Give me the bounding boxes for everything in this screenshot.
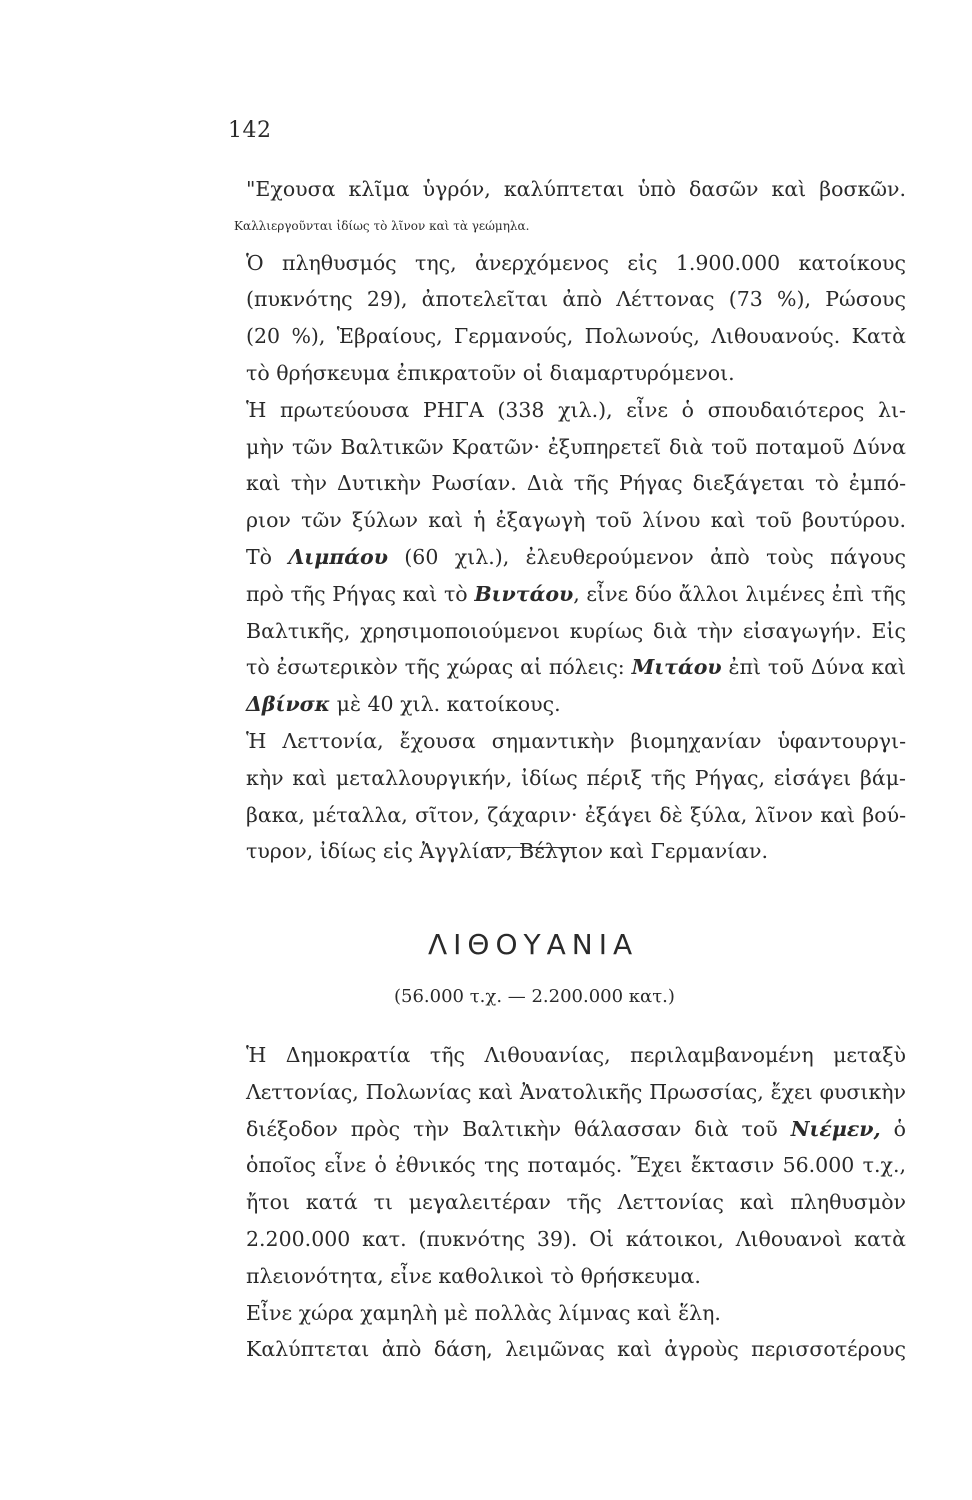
city-name: Δβίνσκ bbox=[246, 692, 331, 717]
text-line: Καλλιεργοῦνται ἰδίως τὸ λῖνον καὶ τὰ γεώμηλα. bbox=[234, 218, 530, 233]
text-line: Βαλτικῆς, χρησιμοποιούμενοι κυρίως διὰ τὴν εἰσαγωγήν. Εἰς bbox=[246, 618, 906, 643]
text-line: Εἶνε χώρα χαμηλὴ μὲ πολλὰς λίμνας καὶ ἕλη. bbox=[246, 1300, 721, 1325]
text-line: διέξοδον πρὸς τὴν Βαλτικὴν θάλασσαν διὰ τοῦ Νιέμεν, ὁ bbox=[246, 1116, 906, 1141]
text-line: ἤτοι κατά τι μεγαλειτέραν τῆς Λεττονίας καὶ πληθυσμὸν bbox=[246, 1190, 906, 1215]
text-line: Ἡ Λεττονία, ἔχουσα σημαντικὴν βιομηχανίαν ὑφαντουργι- bbox=[246, 728, 906, 753]
text-line: Ἡ πρωτεύουσα ΡΗΓΑ (338 χιλ.), εἶνε ὁ σπουδαιότερος λι- bbox=[246, 397, 906, 422]
city-name: Βιντάου bbox=[474, 581, 574, 606]
text-line: Τὸ Λιμπάου (60 χιλ.), ἐλευθερούμενον ἀπὸ τοὺς πάγους bbox=[246, 544, 906, 569]
text-line: καὶ τὴν Δυτικὴν Ρωσίαν. Διὰ τῆς Ρήγας διεξάγεται τὸ ἐμπό- bbox=[246, 471, 906, 496]
text-line: τυρον, ἰδίως εἰς Ἀγγλίαν, Βέλγιον καὶ Γερμανίαν. bbox=[246, 839, 769, 864]
section-subtitle: (56.000 τ.χ. — 2.200.000 κατ.) bbox=[394, 986, 675, 1007]
text-line: 2.200.000 κατ. (πυκνότης 39). Οἱ κάτοικοι, Λιθουανοὶ κατὰ bbox=[246, 1226, 906, 1251]
text-line: "Εχουσα κλῖμα ὑγρόν, καλύπτεται ὑπὸ δασῶν καὶ βοσκῶν. bbox=[246, 177, 906, 201]
text-line: τὸ θρήσκευμα ἐπικρατοῦν οἱ διαμαρτυρόμενοι. bbox=[246, 360, 735, 385]
text-line: βακα, μέταλλα, σῖτον, ζάχαριν· ἐξάγει δὲ ξύλα, λῖνον καὶ βού- bbox=[246, 802, 906, 827]
text-line: πρὸ τῆς Ρήγας καὶ τὸ Βιντάου, εἶνε δύο ἄλλοι λιμένες ἐπὶ τῆς bbox=[246, 581, 906, 606]
text-line: Ὁ πληθυσμός της, ἀνερχόμενος εἰς 1.900.000 κατοίκους bbox=[246, 250, 906, 275]
city-name: Μιτάου bbox=[631, 655, 722, 680]
text-line: (πυκνότης 29), ἀποτελεῖται ἀπὸ Λέττονας (73 %), Ρώσους bbox=[246, 287, 906, 312]
city-name: Λιμπάου bbox=[288, 544, 388, 569]
text-line: Καλύπτεται ἀπὸ δάση, λειμῶνας καὶ ἀγροὺς περισσοτέρους bbox=[246, 1337, 906, 1362]
section-divider bbox=[487, 847, 577, 848]
section-title: ΛΙΘΟΥΑΝΙΑ bbox=[428, 928, 639, 961]
text-line: Ἡ Δημοκρατία τῆς Λιθουανίας, περιλαμβανομένη μεταξὺ bbox=[246, 1043, 906, 1067]
text-line: Δβίνσκ μὲ 40 χιλ. κατοίκους. bbox=[246, 692, 561, 717]
river-name: Νιέμεν, bbox=[790, 1116, 881, 1141]
text-line: Λεττονίας, Πολωνίας καὶ Ἀνατολικῆς Πρωσσίας, ἔχει φυσικὴν bbox=[246, 1079, 906, 1104]
text-line: (20 %), Ἑβραίους, Γερμανούς, Πολωνούς, Λιθουανούς. Κατὰ bbox=[246, 324, 906, 349]
text-line: τὸ ἐσωτερικὸν τῆς χώρας αἱ πόλεις: Μιτάου ἐπὶ τοῦ Δύνα καὶ bbox=[246, 655, 906, 680]
text-line: μὴν τῶν Βαλτικῶν Κρατῶν· ἐξυπηρετεῖ διὰ τοῦ ποταμοῦ Δύνα bbox=[246, 434, 906, 459]
text-line: ριον τῶν ξύλων καὶ ἡ ἐξαγωγὴ τοῦ λίνου καὶ τοῦ βουτύρου. bbox=[246, 508, 906, 533]
page-number: 142 bbox=[228, 118, 272, 143]
text-line: κὴν καὶ μεταλλουργικήν, ἰδίως πέριξ τῆς Ρήγας, εἰσάγει βάμ- bbox=[246, 765, 906, 790]
latvia-text bbox=[234, 171, 906, 870]
lithuania-text bbox=[246, 1037, 906, 1368]
text-line: πλειονότητα, εἶνε καθολικοὶ τὸ θρήσκευμα. bbox=[246, 1263, 701, 1288]
text-line: ὁποῖος εἶνε ὁ ἐθνικός της ποταμός. Ἔχει ἔκτασιν 56.000 τ.χ., bbox=[246, 1153, 906, 1178]
